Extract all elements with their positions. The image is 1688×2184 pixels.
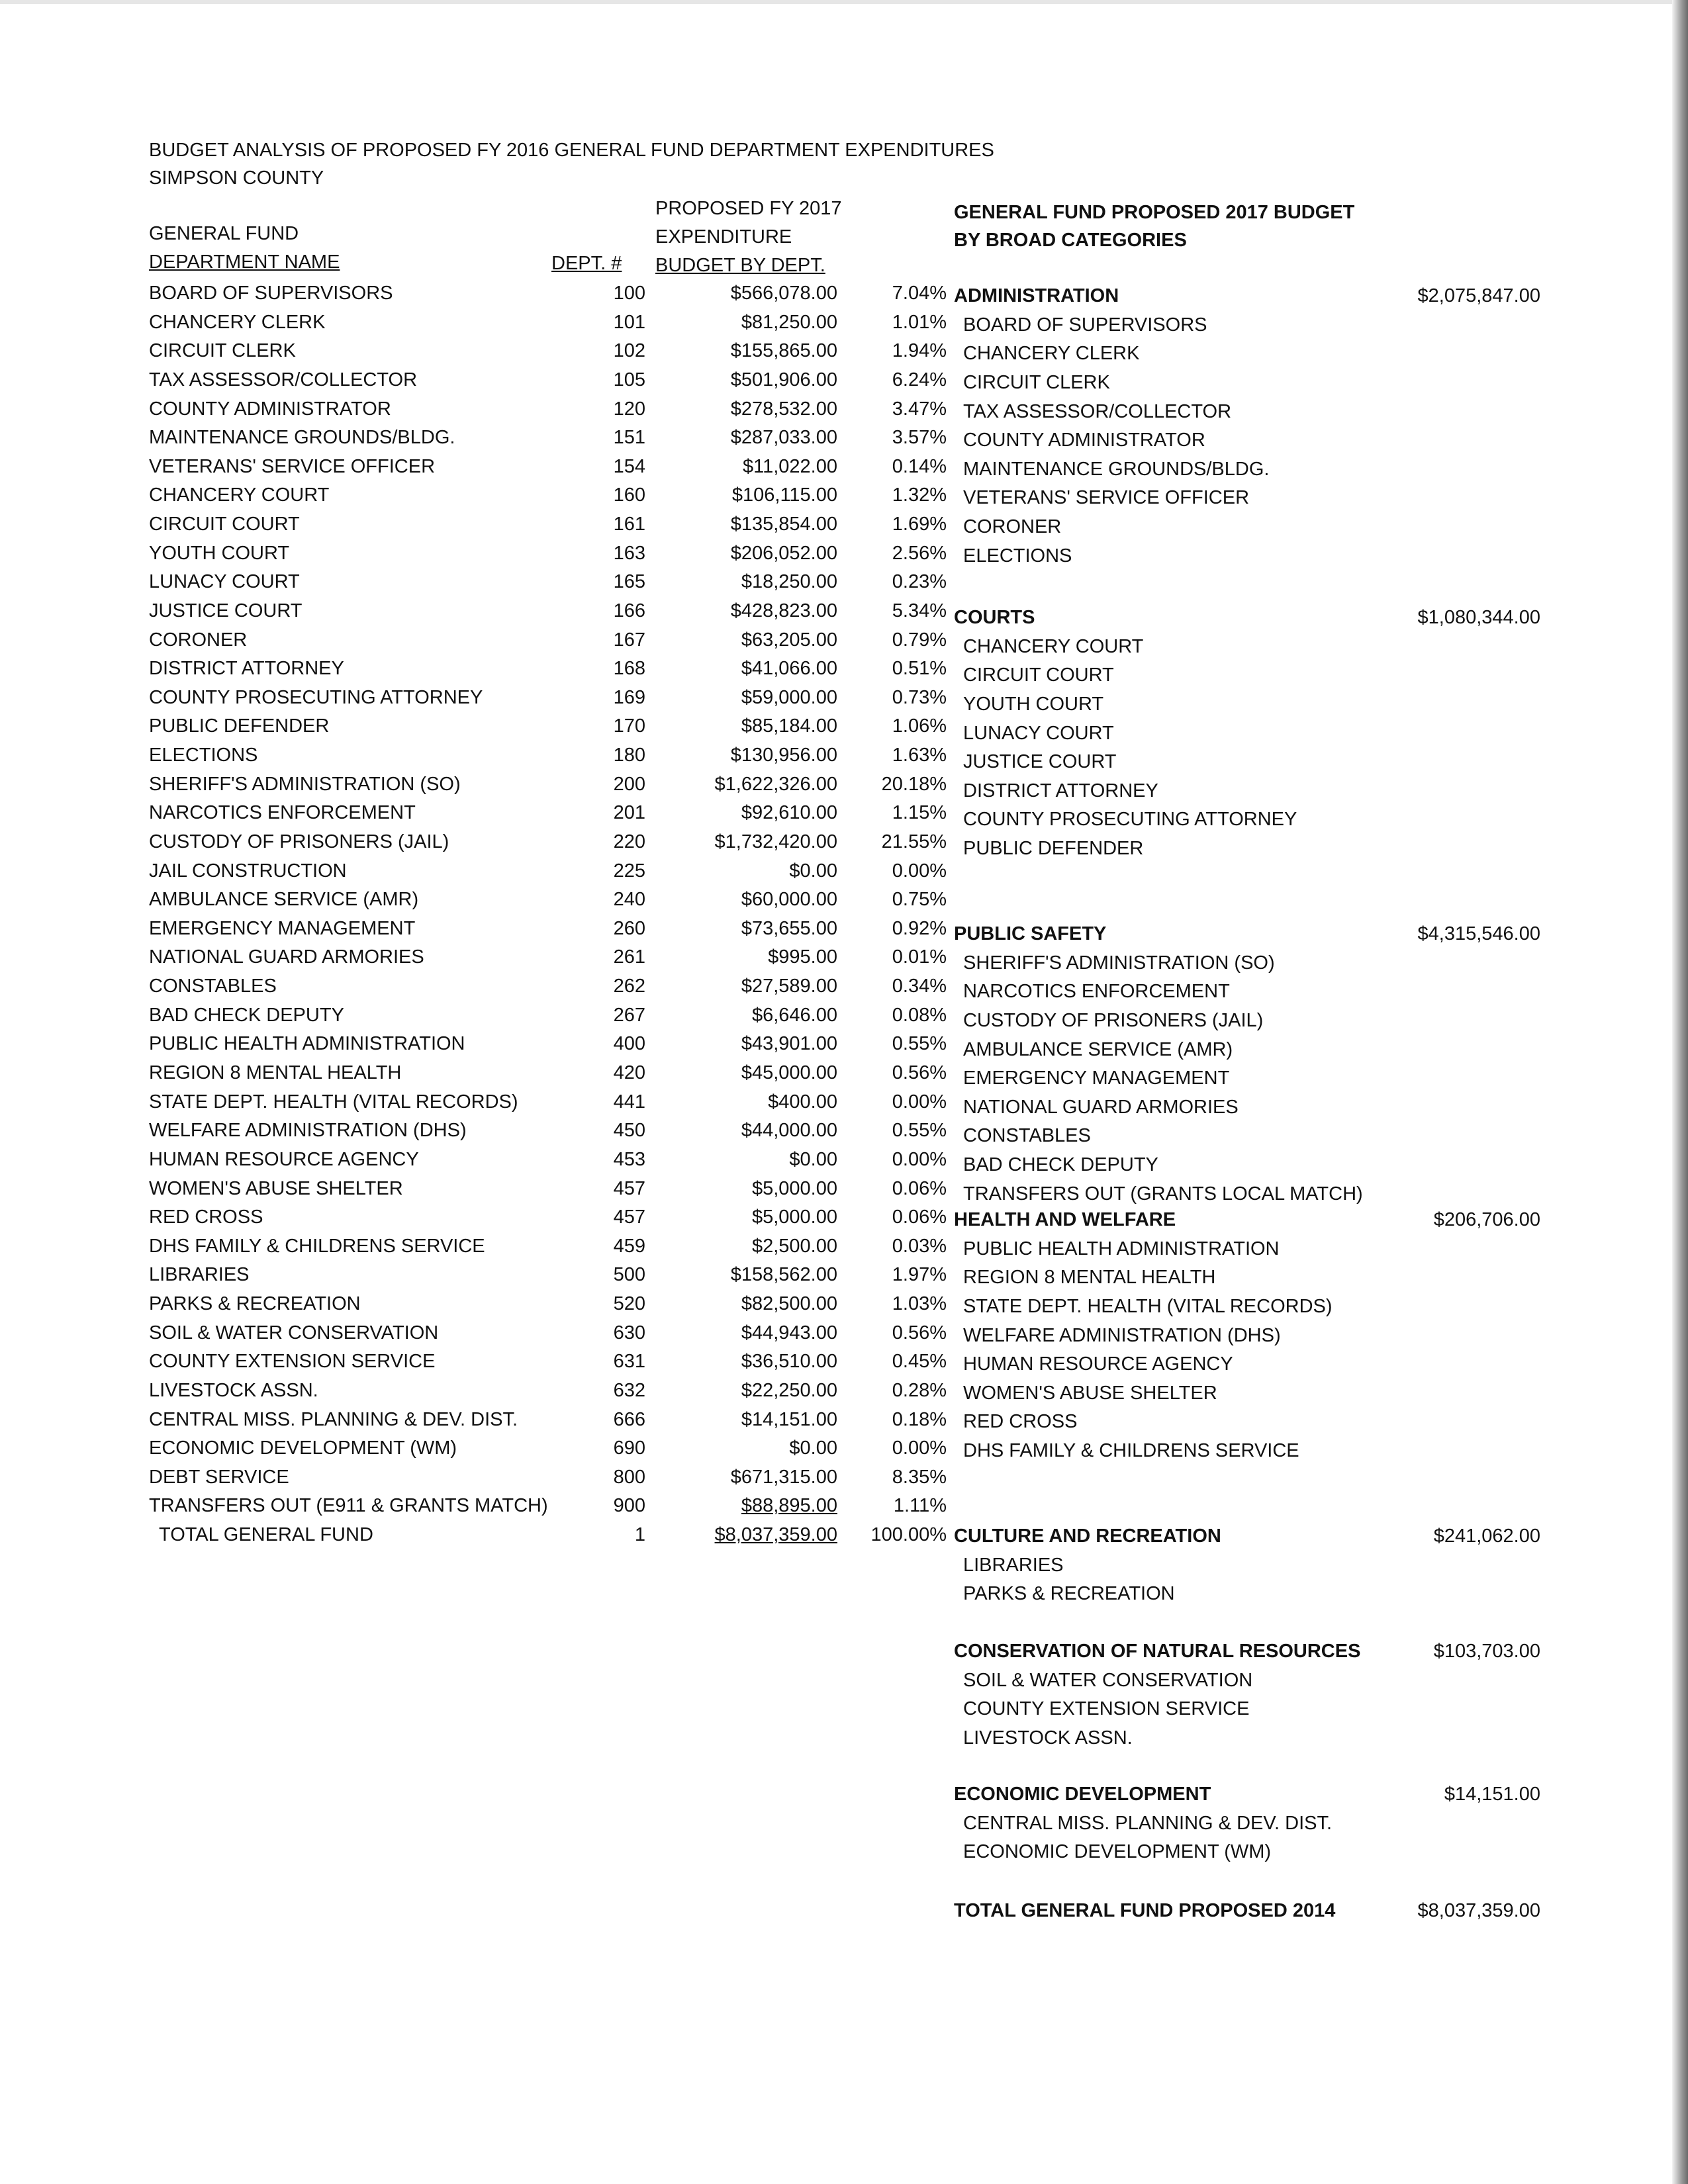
department-number: 267 bbox=[613, 1004, 645, 1026]
category-item: CHANCERY CLERK bbox=[963, 343, 1140, 365]
category-item-row bbox=[0, 1381, 1688, 1410]
category-item: MAINTENANCE GROUNDS/BLDG. bbox=[963, 458, 1270, 480]
department-row bbox=[0, 1494, 960, 1523]
department-name: ECONOMIC DEVELOPMENT (WM) bbox=[149, 1437, 457, 1459]
department-amount: $11,022.00 bbox=[743, 455, 837, 477]
category-amount: $2,075,847.00 bbox=[1417, 285, 1540, 306]
department-name: TAX ASSESSOR/COLLECTOR bbox=[149, 369, 418, 390]
department-percent: 0.00% bbox=[892, 1148, 947, 1170]
department-number: 170 bbox=[613, 715, 645, 737]
department-name: SOIL & WATER CONSERVATION bbox=[149, 1322, 439, 1343]
department-number: 690 bbox=[613, 1437, 645, 1459]
department-percent: 0.28% bbox=[892, 1379, 947, 1401]
category-item: YOUTH COURT bbox=[963, 693, 1104, 715]
department-name: NARCOTICS ENFORCEMENT bbox=[149, 802, 416, 824]
category-item-row bbox=[0, 1324, 1688, 1353]
department-name: VETERANS' SERVICE OFFICER bbox=[149, 455, 436, 477]
category-item-row bbox=[0, 1726, 1688, 1755]
department-number: 450 bbox=[613, 1120, 645, 1142]
department-number: 1 bbox=[634, 1524, 645, 1546]
department-percent: 0.73% bbox=[892, 686, 947, 708]
category-item-row bbox=[0, 400, 1688, 429]
department-number: 166 bbox=[613, 600, 645, 621]
category-item-row bbox=[0, 515, 1688, 544]
category-item-row bbox=[0, 1295, 1688, 1324]
department-amount: $81,250.00 bbox=[741, 311, 837, 333]
department-name: CORONER bbox=[149, 629, 248, 651]
department-percent: 0.18% bbox=[892, 1408, 947, 1430]
department-number: 102 bbox=[613, 340, 645, 362]
department-percent: 0.55% bbox=[892, 1120, 947, 1142]
department-name: MAINTENANCE GROUNDS/BLDG. bbox=[149, 427, 455, 449]
department-number: 457 bbox=[613, 1206, 645, 1228]
department-percent: 0.56% bbox=[892, 1322, 947, 1343]
department-amount: $155,865.00 bbox=[730, 340, 837, 362]
col-header-amount-3: BUDGET BY DEPT. bbox=[655, 255, 825, 276]
department-percent: 1.94% bbox=[892, 340, 947, 362]
department-name: DISTRICT ATTORNEY bbox=[149, 658, 344, 680]
category-name: ADMINISTRATION bbox=[954, 285, 1119, 306]
department-name: STATE DEPT. HEALTH (VITAL RECORDS) bbox=[149, 1091, 518, 1113]
department-name: COUNTY ADMINISTRATOR bbox=[149, 398, 391, 420]
department-amount: $995.00 bbox=[768, 946, 837, 968]
department-percent: 0.08% bbox=[892, 1004, 947, 1026]
department-amount: $1,622,326.00 bbox=[714, 773, 837, 795]
department-percent: 100.00% bbox=[870, 1524, 947, 1546]
category-item: CUSTODY OF PRISONERS (JAIL) bbox=[963, 1009, 1264, 1031]
category-amount: $206,706.00 bbox=[1433, 1209, 1540, 1230]
category-item: LUNACY COURT bbox=[963, 722, 1114, 744]
category-item: CENTRAL MISS. PLANNING & DEV. DIST. bbox=[963, 1812, 1333, 1834]
category-item: WELFARE ADMINISTRATION (DHS) bbox=[963, 1324, 1281, 1346]
department-amount: $45,000.00 bbox=[741, 1062, 837, 1083]
category-item: WOMEN'S ABUSE SHELTER bbox=[963, 1382, 1217, 1404]
categories-header-1: GENERAL FUND PROPOSED 2017 BUDGET bbox=[954, 202, 1355, 223]
department-amount: $566,078.00 bbox=[730, 283, 837, 304]
department-amount: $158,562.00 bbox=[730, 1264, 837, 1286]
category-item-row bbox=[0, 1009, 1688, 1038]
department-amount: $5,000.00 bbox=[751, 1206, 837, 1228]
department-amount: $18,250.00 bbox=[741, 571, 837, 593]
department-name: BAD CHECK DEPUTY bbox=[149, 1004, 344, 1026]
department-amount: $0.00 bbox=[789, 1437, 837, 1459]
department-name: CONSTABLES bbox=[149, 976, 277, 997]
department-percent: 0.92% bbox=[892, 917, 947, 939]
category-item-row bbox=[0, 1553, 1688, 1582]
department-amount: $6,646.00 bbox=[751, 1004, 837, 1026]
category-item-row bbox=[0, 1237, 1688, 1266]
department-number: 420 bbox=[613, 1062, 645, 1083]
category-item: REGION 8 MENTAL HEALTH bbox=[963, 1267, 1216, 1289]
total-label: TOTAL GENERAL FUND bbox=[159, 1524, 373, 1546]
category-item: SOIL & WATER CONSERVATION bbox=[963, 1669, 1253, 1691]
department-percent: 0.23% bbox=[892, 571, 947, 593]
department-number: 631 bbox=[613, 1351, 645, 1373]
category-item: BOARD OF SUPERVISORS bbox=[963, 314, 1207, 336]
category-item-row bbox=[0, 635, 1688, 664]
category-item-row bbox=[0, 341, 1688, 371]
category-item: EMERGENCY MANAGEMENT bbox=[963, 1068, 1230, 1089]
department-number: 459 bbox=[613, 1235, 645, 1257]
category-item: CIRCUIT CLERK bbox=[963, 371, 1110, 393]
department-row bbox=[0, 1465, 960, 1494]
department-number: 200 bbox=[613, 773, 645, 795]
category-item: SHERIFF'S ADMINISTRATION (SO) bbox=[963, 952, 1275, 974]
department-name: YOUTH COURT bbox=[149, 542, 290, 564]
category-item: CHANCERY COURT bbox=[963, 635, 1144, 657]
category-item-row bbox=[0, 1182, 1688, 1211]
category-amount: $4,315,546.00 bbox=[1417, 923, 1540, 944]
category-item-row bbox=[0, 721, 1688, 751]
grand-total-row bbox=[0, 1899, 1688, 1928]
department-name: DHS FAMILY & CHILDRENS SERVICE bbox=[149, 1235, 485, 1257]
category-item: COUNTY ADMINISTRATOR bbox=[963, 430, 1205, 451]
department-percent: 1.15% bbox=[892, 802, 947, 824]
department-name: LUNACY COURT bbox=[149, 571, 300, 593]
department-number: 400 bbox=[613, 1033, 645, 1055]
category-name: PUBLIC SAFETY bbox=[954, 923, 1107, 944]
department-percent: 0.06% bbox=[892, 1206, 947, 1228]
category-item-row bbox=[0, 1066, 1688, 1095]
category-name: HEALTH AND WELFARE bbox=[954, 1209, 1176, 1230]
department-amount: $130,956.00 bbox=[730, 745, 837, 766]
department-number: 453 bbox=[613, 1148, 645, 1170]
category-amount: $241,062.00 bbox=[1433, 1525, 1540, 1547]
department-amount: $400.00 bbox=[768, 1091, 837, 1113]
department-amount: $206,052.00 bbox=[730, 542, 837, 564]
department-name: NATIONAL GUARD ARMORIES bbox=[149, 946, 424, 968]
department-name: WOMEN'S ABUSE SHELTER bbox=[149, 1177, 403, 1199]
department-number: 457 bbox=[613, 1177, 645, 1199]
department-number: 165 bbox=[613, 571, 645, 593]
department-name: JUSTICE COURT bbox=[149, 600, 303, 621]
department-percent: 0.75% bbox=[892, 889, 947, 911]
department-number: 169 bbox=[613, 686, 645, 708]
department-name: COUNTY EXTENSION SERVICE bbox=[149, 1351, 436, 1373]
department-percent: 0.34% bbox=[892, 976, 947, 997]
department-number: 160 bbox=[613, 484, 645, 506]
department-name: LIVESTOCK ASSN. bbox=[149, 1379, 318, 1401]
department-amount: $22,250.00 bbox=[741, 1379, 837, 1401]
department-percent: 2.56% bbox=[892, 542, 947, 564]
department-percent: 0.03% bbox=[892, 1235, 947, 1257]
department-number: 260 bbox=[613, 917, 645, 939]
department-amount: $14,151.00 bbox=[741, 1408, 837, 1430]
department-amount: $82,500.00 bbox=[741, 1293, 837, 1315]
department-number: 154 bbox=[613, 455, 645, 477]
category-item: CONSTABLES bbox=[963, 1125, 1091, 1147]
category-item: RED CROSS bbox=[963, 1411, 1078, 1433]
department-amount: $671,315.00 bbox=[730, 1466, 837, 1488]
category-item: LIBRARIES bbox=[963, 1554, 1064, 1576]
department-number: 100 bbox=[613, 283, 645, 304]
department-amount: $36,510.00 bbox=[741, 1351, 837, 1373]
department-percent: 0.56% bbox=[892, 1062, 947, 1083]
category-item-row bbox=[0, 1352, 1688, 1381]
category-item-row bbox=[0, 663, 1688, 692]
category-item-row bbox=[0, 1153, 1688, 1182]
department-number: 632 bbox=[613, 1379, 645, 1401]
category-item: TRANSFERS OUT (GRANTS LOCAL MATCH) bbox=[963, 1183, 1363, 1205]
category-row bbox=[0, 1639, 1688, 1668]
category-item-row bbox=[0, 1124, 1688, 1153]
department-amount: $5,000.00 bbox=[751, 1177, 837, 1199]
department-row bbox=[0, 570, 960, 599]
department-percent: 7.04% bbox=[892, 283, 947, 304]
category-item-row bbox=[0, 951, 1688, 980]
department-amount: $44,000.00 bbox=[741, 1120, 837, 1142]
category-item-row bbox=[0, 1038, 1688, 1067]
category-item-row bbox=[0, 1840, 1688, 1869]
department-amount: $92,610.00 bbox=[741, 802, 837, 824]
grand-total-label: TOTAL GENERAL FUND PROPOSED 2014 bbox=[954, 1900, 1336, 1921]
category-item-row bbox=[0, 486, 1688, 515]
department-number: 120 bbox=[613, 398, 645, 420]
department-number: 168 bbox=[613, 658, 645, 680]
department-number: 167 bbox=[613, 629, 645, 651]
department-name: CIRCUIT COURT bbox=[149, 514, 300, 535]
category-item: PUBLIC HEALTH ADMINISTRATION bbox=[963, 1238, 1280, 1259]
grand-total-amount: $8,037,359.00 bbox=[1417, 1900, 1540, 1921]
col-header-name-1: GENERAL FUND bbox=[149, 223, 299, 244]
department-percent: 0.14% bbox=[892, 455, 947, 477]
category-amount: $14,151.00 bbox=[1444, 1784, 1540, 1805]
category-row bbox=[0, 922, 1688, 951]
department-name: EMERGENCY MANAGEMENT bbox=[149, 917, 416, 939]
department-percent: 1.06% bbox=[892, 715, 947, 737]
department-percent: 0.00% bbox=[892, 860, 947, 882]
department-percent: 0.79% bbox=[892, 629, 947, 651]
department-name: PUBLIC DEFENDER bbox=[149, 715, 330, 737]
col-header-amount-2: EXPENDITURE bbox=[655, 226, 792, 248]
department-row bbox=[0, 887, 960, 917]
category-item-row bbox=[0, 979, 1688, 1009]
department-amount: $44,943.00 bbox=[741, 1322, 837, 1343]
department-amount: $1,732,420.00 bbox=[714, 831, 837, 852]
department-name: RED CROSS bbox=[149, 1206, 263, 1228]
department-number: 101 bbox=[613, 311, 645, 333]
department-name: CENTRAL MISS. PLANNING & DEV. DIST. bbox=[149, 1408, 518, 1430]
category-item: NATIONAL GUARD ARMORIES bbox=[963, 1096, 1239, 1118]
department-name: TRANSFERS OUT (E911 & GRANTS MATCH) bbox=[149, 1495, 548, 1517]
department-number: 800 bbox=[613, 1466, 645, 1488]
category-row bbox=[0, 1524, 1688, 1553]
category-item: LIVESTOCK ASSN. bbox=[963, 1727, 1133, 1749]
department-name: SHERIFF'S ADMINISTRATION (SO) bbox=[149, 773, 461, 795]
category-item: NARCOTICS ENFORCEMENT bbox=[963, 981, 1230, 1003]
category-item: STATE DEPT. HEALTH (VITAL RECORDS) bbox=[963, 1295, 1333, 1317]
category-name: COURTS bbox=[954, 607, 1035, 628]
department-number: 180 bbox=[613, 745, 645, 766]
category-item: COUNTY PROSECUTING ATTORNEY bbox=[963, 809, 1297, 831]
department-name: PARKS & RECREATION bbox=[149, 1293, 361, 1315]
department-percent: 1.03% bbox=[892, 1293, 947, 1315]
department-percent: 8.35% bbox=[892, 1466, 947, 1488]
category-item-row bbox=[0, 1410, 1688, 1439]
department-number: 441 bbox=[613, 1091, 645, 1113]
category-row bbox=[0, 284, 1688, 313]
department-amount: $8,037,359.00 bbox=[714, 1524, 837, 1546]
category-item: VETERANS' SERVICE OFFICER bbox=[963, 487, 1250, 509]
document-title: BUDGET ANALYSIS OF PROPOSED FY 2016 GENERAL FUND DEPARTMENT EXPENDITURES bbox=[149, 140, 994, 161]
department-name: COUNTY PROSECUTING ATTORNEY bbox=[149, 686, 483, 708]
department-amount: $88,895.00 bbox=[741, 1495, 837, 1517]
category-name: CULTURE AND RECREATION bbox=[954, 1525, 1221, 1547]
category-item-row bbox=[0, 313, 1688, 342]
department-percent: 0.45% bbox=[892, 1351, 947, 1373]
department-amount: $0.00 bbox=[789, 1148, 837, 1170]
department-name: HUMAN RESOURCE AGENCY bbox=[149, 1148, 419, 1170]
category-row bbox=[0, 606, 1688, 635]
category-item: COUNTY EXTENSION SERVICE bbox=[963, 1698, 1250, 1720]
department-name: CHANCERY CLERK bbox=[149, 311, 326, 333]
department-number: 666 bbox=[613, 1408, 645, 1430]
category-item-row bbox=[0, 779, 1688, 808]
category-item: HUMAN RESOURCE AGENCY bbox=[963, 1353, 1233, 1375]
category-item-row bbox=[0, 1668, 1688, 1698]
department-amount: $41,066.00 bbox=[741, 658, 837, 680]
department-number: 262 bbox=[613, 976, 645, 997]
department-number: 261 bbox=[613, 946, 645, 968]
department-percent: 3.57% bbox=[892, 427, 947, 449]
department-amount: $27,589.00 bbox=[741, 976, 837, 997]
category-item-row bbox=[0, 544, 1688, 573]
category-item-row bbox=[0, 1582, 1688, 1611]
department-percent: 3.47% bbox=[892, 398, 947, 420]
department-name: PUBLIC HEALTH ADMINISTRATION bbox=[149, 1033, 465, 1055]
department-name: CUSTODY OF PRISONERS (JAIL) bbox=[149, 831, 449, 852]
department-amount: $135,854.00 bbox=[730, 514, 837, 535]
department-number: 500 bbox=[613, 1264, 645, 1286]
department-name: CHANCERY COURT bbox=[149, 484, 330, 506]
department-percent: 5.34% bbox=[892, 600, 947, 621]
categories-header-2: BY BROAD CATEGORIES bbox=[954, 230, 1187, 251]
department-amount: $59,000.00 bbox=[741, 686, 837, 708]
department-percent: 0.06% bbox=[892, 1177, 947, 1199]
department-percent: 1.69% bbox=[892, 514, 947, 535]
col-header-name-2: DEPARTMENT NAME bbox=[149, 251, 340, 273]
department-name: CIRCUIT CLERK bbox=[149, 340, 296, 362]
department-percent: 6.24% bbox=[892, 369, 947, 390]
category-row bbox=[0, 1208, 1688, 1237]
department-amount: $63,205.00 bbox=[741, 629, 837, 651]
department-percent: 1.32% bbox=[892, 484, 947, 506]
department-percent: 1.01% bbox=[892, 311, 947, 333]
category-item-row bbox=[0, 750, 1688, 779]
category-item: JUSTICE COURT bbox=[963, 751, 1117, 773]
category-item-row bbox=[0, 428, 1688, 457]
category-item-row bbox=[0, 1095, 1688, 1124]
department-name: JAIL CONSTRUCTION bbox=[149, 860, 347, 882]
department-number: 163 bbox=[613, 542, 645, 564]
department-number: 520 bbox=[613, 1293, 645, 1315]
category-item-row bbox=[0, 1439, 1688, 1468]
category-amount: $1,080,344.00 bbox=[1417, 607, 1540, 628]
department-amount: $2,500.00 bbox=[751, 1235, 837, 1257]
category-item: BAD CHECK DEPUTY bbox=[963, 1154, 1158, 1176]
category-amount: $103,703.00 bbox=[1433, 1641, 1540, 1662]
department-percent: 1.63% bbox=[892, 745, 947, 766]
department-amount: $60,000.00 bbox=[741, 889, 837, 911]
department-amount: $85,184.00 bbox=[741, 715, 837, 737]
category-item-row bbox=[0, 692, 1688, 721]
department-amount: $73,655.00 bbox=[741, 917, 837, 939]
department-percent: 20.18% bbox=[881, 773, 947, 795]
department-name: DEBT SERVICE bbox=[149, 1466, 289, 1488]
category-item: CIRCUIT COURT bbox=[963, 664, 1114, 686]
department-percent: 1.11% bbox=[893, 1495, 947, 1517]
col-header-amount-1: PROPOSED FY 2017 bbox=[655, 198, 842, 219]
category-row bbox=[0, 1782, 1688, 1811]
category-item: AMBULANCE SERVICE (AMR) bbox=[963, 1038, 1233, 1060]
category-name: ECONOMIC DEVELOPMENT bbox=[954, 1784, 1211, 1805]
department-amount: $428,823.00 bbox=[730, 600, 837, 621]
department-amount: $0.00 bbox=[789, 860, 837, 882]
department-amount: $106,115.00 bbox=[731, 484, 837, 506]
category-item-row bbox=[0, 371, 1688, 400]
department-number: 900 bbox=[613, 1495, 645, 1517]
department-number: 161 bbox=[613, 514, 645, 535]
category-item-row bbox=[0, 1811, 1688, 1841]
department-amount: $278,532.00 bbox=[730, 398, 837, 420]
category-item-row bbox=[0, 457, 1688, 486]
department-name: AMBULANCE SERVICE (AMR) bbox=[149, 889, 419, 911]
scan-border-top bbox=[0, 0, 1688, 4]
department-number: 630 bbox=[613, 1322, 645, 1343]
department-amount: $501,906.00 bbox=[730, 369, 837, 390]
department-number: 225 bbox=[613, 860, 645, 882]
department-number: 105 bbox=[613, 369, 645, 390]
col-header-dept: DEPT. # bbox=[551, 253, 622, 274]
department-amount: $43,901.00 bbox=[741, 1033, 837, 1055]
department-name: LIBRARIES bbox=[149, 1264, 250, 1286]
category-name: CONSERVATION OF NATURAL RESOURCES bbox=[954, 1641, 1361, 1662]
department-percent: 1.97% bbox=[892, 1264, 947, 1286]
department-percent: 0.01% bbox=[892, 946, 947, 968]
department-percent: 0.00% bbox=[892, 1437, 947, 1459]
department-number: 220 bbox=[613, 831, 645, 852]
category-item: ECONOMIC DEVELOPMENT (WM) bbox=[963, 1841, 1272, 1863]
department-percent: 0.55% bbox=[892, 1033, 947, 1055]
department-name: WELFARE ADMINISTRATION (DHS) bbox=[149, 1120, 467, 1142]
category-item: DISTRICT ATTORNEY bbox=[963, 780, 1158, 801]
department-name: ELECTIONS bbox=[149, 745, 258, 766]
department-amount: $287,033.00 bbox=[730, 427, 837, 449]
department-percent: 21.55% bbox=[881, 831, 947, 852]
department-name: REGION 8 MENTAL HEALTH bbox=[149, 1062, 402, 1083]
department-number: 240 bbox=[613, 889, 645, 911]
department-number: 151 bbox=[613, 427, 645, 449]
category-item-row bbox=[0, 807, 1688, 837]
category-item: PUBLIC DEFENDER bbox=[963, 838, 1144, 860]
category-item-row bbox=[0, 1265, 1688, 1295]
category-item: PARKS & RECREATION bbox=[963, 1583, 1175, 1605]
category-item: TAX ASSESSOR/COLLECTOR bbox=[963, 400, 1232, 422]
category-item: DHS FAMILY & CHILDRENS SERVICE bbox=[963, 1440, 1299, 1462]
county-name: SIMPSON COUNTY bbox=[149, 167, 324, 189]
category-item-row bbox=[0, 837, 1688, 866]
category-item-row bbox=[0, 1697, 1688, 1726]
department-percent: 0.00% bbox=[892, 1091, 947, 1113]
department-name: BOARD OF SUPERVISORS bbox=[149, 283, 393, 304]
department-number: 201 bbox=[613, 802, 645, 824]
category-item: ELECTIONS bbox=[963, 545, 1072, 567]
department-percent: 0.51% bbox=[892, 658, 947, 680]
category-item: CORONER bbox=[963, 516, 1062, 538]
